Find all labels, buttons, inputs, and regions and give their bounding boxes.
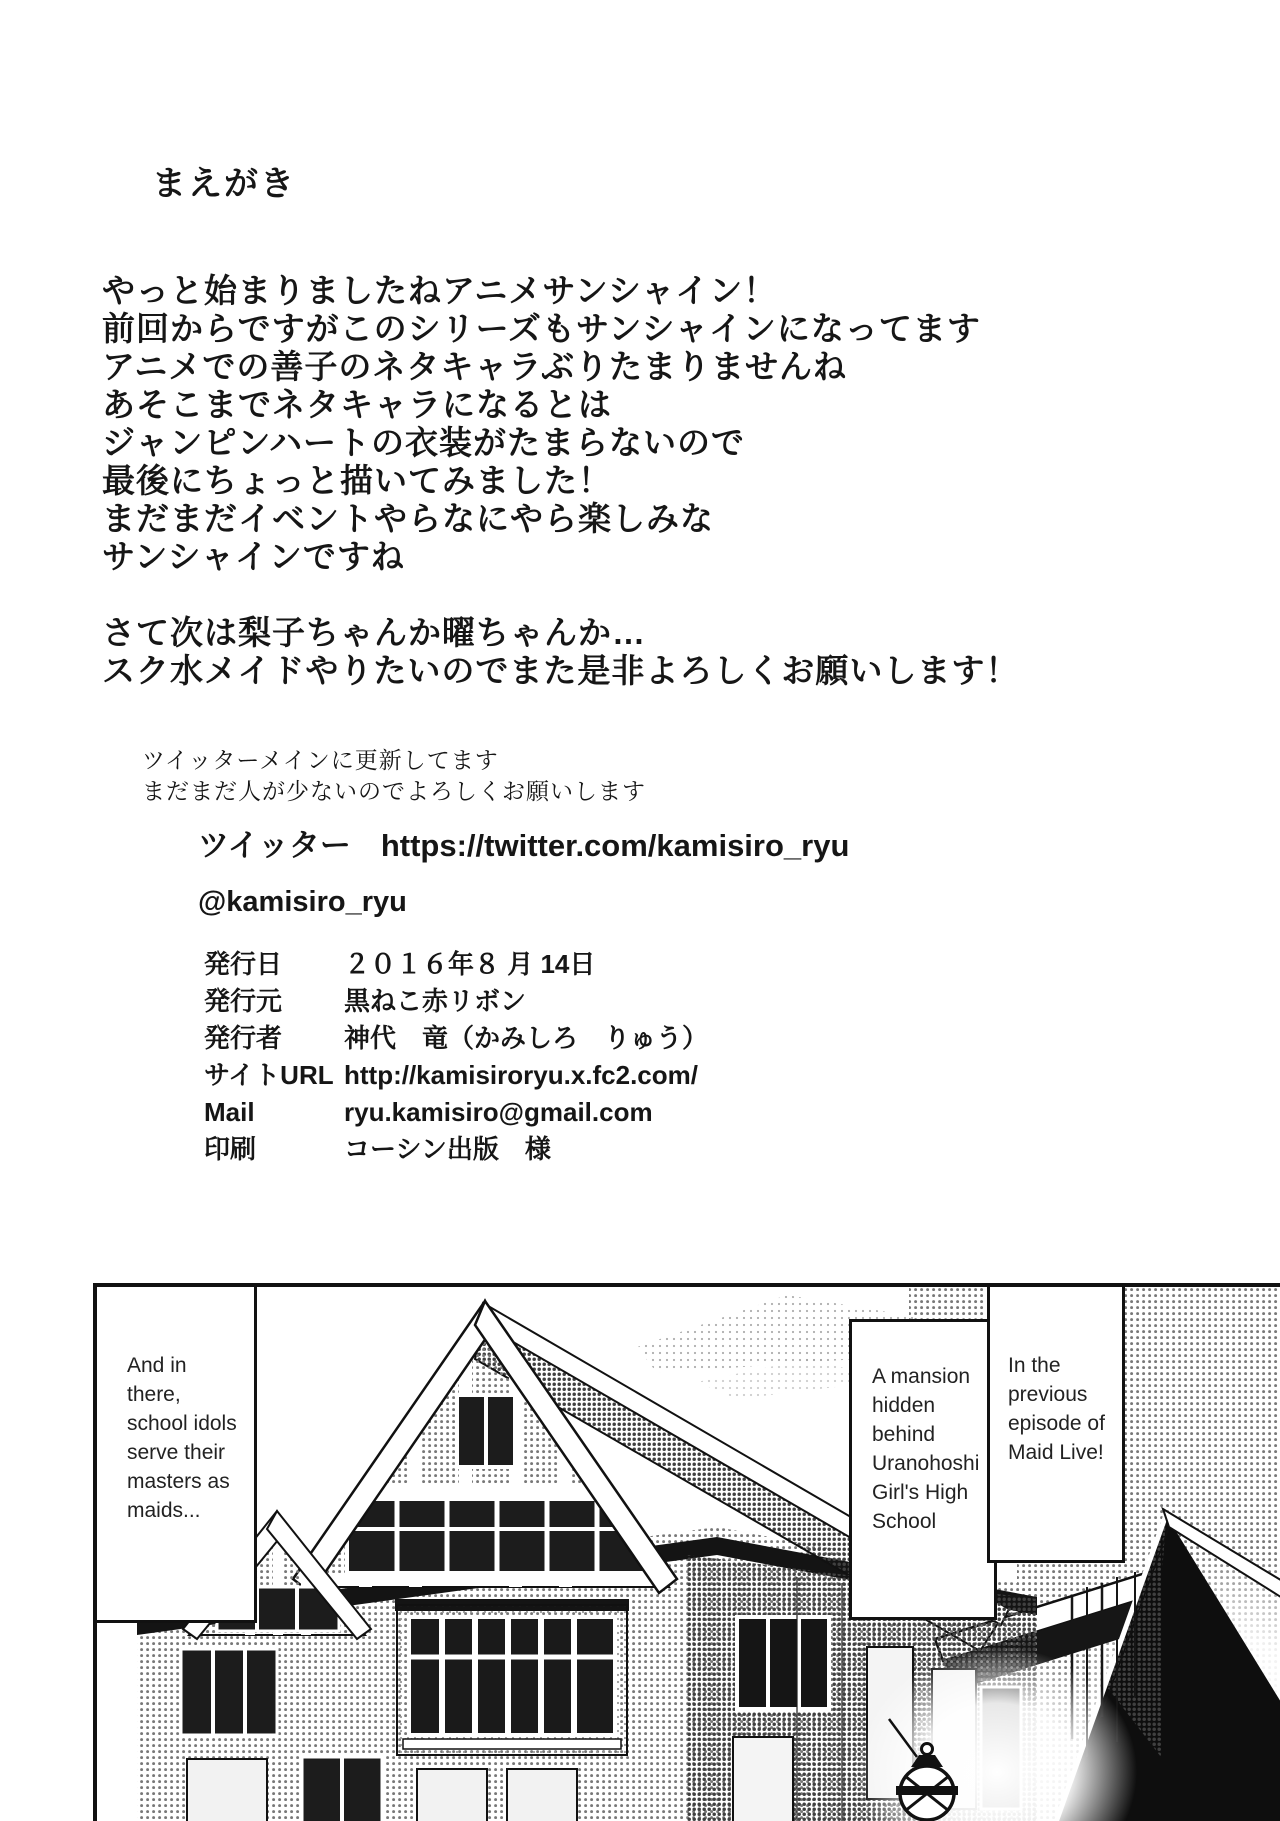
colophon-row	[204, 1131, 708, 1168]
colophon-label: 発行元	[204, 986, 283, 1016]
colophon-row	[204, 1094, 708, 1131]
manga-panel	[93, 1283, 1280, 1821]
colophon-value: http://kamisiroryu.x.fc2.com/	[344, 1060, 698, 1090]
caption-box-left	[97, 1287, 257, 1623]
colophon-row	[204, 983, 708, 1020]
colophon-value: ryu.kamisiro@gmail.com	[344, 1097, 653, 1127]
twitter-note	[142, 745, 646, 807]
twitter-note-line: まだまだ人が少ないのでよろしくお願いします	[142, 779, 646, 804]
colophon-value: 神代 竜（かみしろ りゅう）	[344, 1023, 709, 1053]
colophon-value: 黒ねこ赤リボン	[344, 986, 527, 1016]
colophon-label: サイトURL	[204, 1060, 334, 1090]
afterword-text	[102, 272, 1019, 690]
twitter-url: https://twitter.com/kamisiro_ryu	[380, 828, 850, 863]
colophon-label: Mail	[204, 1097, 255, 1127]
afterword-line: まだまだイベントやらなにやら楽しみな	[102, 500, 714, 537]
afterword-line: やっと始まりましたねアニメサンシャイン！	[102, 272, 778, 309]
colophon	[204, 946, 708, 1168]
caption-left-text: And in there, school idols serve their masters as maids...	[127, 1354, 237, 1522]
colophon-label: 印刷	[204, 1134, 257, 1164]
caption-box-previous	[987, 1287, 1125, 1563]
colophon-row	[204, 1020, 708, 1057]
afterword-line: あそこまでネタキャラになるとは	[102, 386, 612, 423]
twitter-handle: @kamisiro_ryu	[198, 886, 407, 918]
colophon-row	[204, 1057, 708, 1094]
afterword-line: サンシャインですね	[102, 538, 405, 575]
twitter-note-line: ツイッターメインに更新してます	[142, 748, 499, 773]
page-title: まえがき	[152, 165, 296, 203]
colophon-row	[204, 946, 708, 983]
afterword-line: さて次は梨子ちゃんか曜ちゃんか…	[102, 614, 646, 651]
afterword-line: 前回からですがこのシリーズもサンシャインになってます	[102, 310, 981, 347]
colophon-label: 発行者	[204, 1023, 283, 1053]
afterword-line: アニメでの善子のネタキャラぶりたまりませんね	[102, 348, 848, 385]
colophon-value: コーシン出版 様	[344, 1134, 551, 1164]
colophon-label: 発行日	[204, 949, 283, 979]
afterword-line: スク水メイドやりたいのでまた是非よろしくお願いします！	[102, 652, 1020, 689]
caption-box-mansion	[849, 1319, 997, 1620]
twitter-line	[198, 820, 849, 865]
afterword-line: 最後にちょっと描いてみました！	[102, 462, 612, 499]
afterword-line: ジャンピンハートの衣装がたまらないので	[102, 424, 746, 461]
caption-previous-text: In the previous episode of Maid Live!	[1008, 1354, 1105, 1464]
caption-mansion-text: A mansion hidden behind Uranohoshi Girl's High School	[872, 1365, 980, 1533]
colophon-value: ２０１６年８ 月 14日	[344, 949, 596, 979]
twitter-label: ツイッター	[198, 828, 351, 863]
